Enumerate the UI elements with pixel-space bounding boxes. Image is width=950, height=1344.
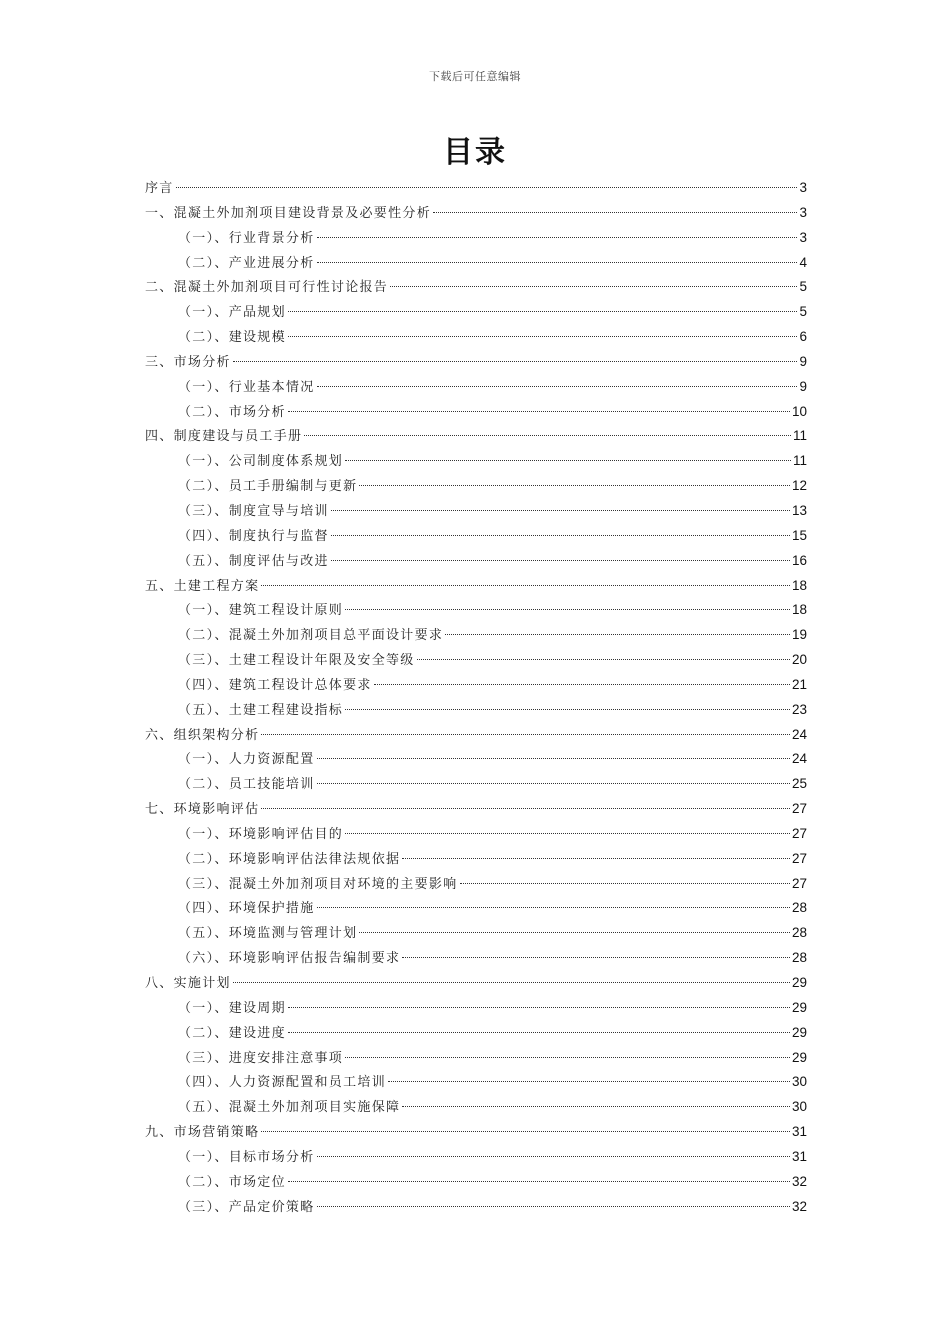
dot-leader [359,485,790,486]
toc-subsection-entry[interactable] [145,300,807,325]
toc-entry-label: 二、混凝土外加剂项目可行性讨论报告 [145,280,389,296]
toc-entry-label: （二）、员工技能培训 [178,777,315,793]
toc-entry-page-number: 3 [799,204,807,220]
toc-section-entry[interactable] [145,176,807,201]
dot-leader [176,187,798,188]
toc-subsection-entry[interactable] [145,996,807,1021]
toc-subsection-entry[interactable] [145,1021,807,1046]
dot-leader [233,361,798,362]
toc-subsection-entry[interactable] [145,673,807,698]
toc-entry-label: （一）、行业背景分析 [178,230,315,246]
toc-entry-label: （四）、人力资源配置和员工培训 [178,1075,387,1091]
toc-entry-page-number: 24 [791,751,807,767]
dot-leader [331,510,790,511]
toc-entry-page-number: 9 [799,378,807,394]
toc-entry-page-number: 30 [791,1074,807,1090]
toc-entry-label: （二）、员工手册编制与更新 [178,479,358,495]
toc-entry-page-number: 16 [791,552,807,568]
toc-entry-label: 五、土建工程方案 [145,578,260,594]
toc-entry-page-number: 12 [791,478,807,494]
toc-subsection-entry[interactable] [145,400,807,425]
toc-entry-page-number: 21 [791,676,807,692]
toc-entry-page-number: 27 [791,825,807,841]
dot-leader [317,386,798,387]
toc-entry-page-number: 28 [791,900,807,916]
toc-subsection-entry[interactable] [145,549,807,574]
toc-entry-page-number: 11 [792,428,807,444]
toc-entry-label: （五）、混凝土外加剂项目实施保障 [178,1100,401,1116]
dot-leader [317,783,790,784]
dot-leader [374,684,790,685]
toc-entry-label: （一）、建设周期 [178,1000,286,1016]
toc-subsection-entry[interactable] [145,1046,807,1071]
dot-leader [331,535,790,536]
dot-leader [388,1081,790,1082]
toc-entry-page-number: 29 [791,1024,807,1040]
toc-subsection-entry[interactable] [145,499,807,524]
toc-subsection-entry[interactable] [145,822,807,847]
toc-subsection-entry[interactable] [145,524,807,549]
dot-leader [317,237,798,238]
toc-entry-label: 六、组织架构分析 [145,727,260,743]
toc-section-entry[interactable] [145,201,807,226]
toc-entry-label: 七、环境影响评估 [145,802,260,818]
toc-subsection-entry[interactable] [145,251,807,276]
toc-entry-page-number: 5 [799,304,807,320]
toc-entry-label: （六）、环境影响评估报告编制要求 [178,951,401,967]
toc-entry-page-number: 3 [799,180,807,195]
dot-leader [317,758,790,759]
dot-leader [261,585,790,586]
toc-entry-label: （一）、行业基本情况 [178,379,315,395]
toc-entry-page-number: 3 [799,229,807,245]
dot-leader [317,1156,790,1157]
toc-entry-page-number: 32 [791,1198,807,1214]
toc-entry-label: （二）、混凝土外加剂项目总平面设计要求 [178,628,444,644]
toc-entry-page-number: 31 [791,1124,807,1140]
dot-leader [445,634,790,635]
toc-subsection-entry[interactable] [145,648,807,673]
header-note: 下载后可任意编辑 [429,70,521,83]
dot-leader [288,411,790,412]
dot-leader [331,560,790,561]
dot-leader [345,833,790,834]
toc-entry-label: （一）、产品规划 [178,305,286,321]
toc-section-entry[interactable] [145,275,807,300]
toc-section-entry[interactable] [145,424,807,449]
dot-leader [288,1007,790,1008]
toc-entry-page-number: 10 [791,403,807,419]
toc-entry-page-number: 6 [799,329,807,345]
toc-entry-label: （三）、产品定价策略 [178,1199,315,1215]
toc-entry-page-number: 4 [799,254,807,270]
toc-entry-label: （二）、市场分析 [178,404,286,420]
toc-entry-label: （一）、建筑工程设计原则 [178,603,344,619]
dot-leader [460,883,790,884]
toc-entry-label: 九、市场营销策略 [145,1125,260,1141]
toc-subsection-entry[interactable] [145,1170,807,1195]
toc-entry-page-number: 18 [791,602,807,618]
toc-subsection-entry[interactable] [145,946,807,971]
toc-entry-page-number: 20 [791,652,807,668]
toc-subsection-entry[interactable] [145,623,807,648]
toc-subsection-entry[interactable] [145,921,807,946]
dot-leader [402,957,790,958]
toc-entry-page-number: 29 [791,1049,807,1065]
toc-entry-label: （四）、环境保护措施 [178,901,315,917]
toc-section-entry[interactable] [145,350,807,375]
toc-entry-label: （一）、目标市场分析 [178,1149,315,1165]
toc-entry-page-number: 31 [791,1148,807,1164]
toc-entry-page-number: 5 [799,279,807,295]
toc-entry-label: （三）、制度宣导与培训 [178,503,329,519]
toc-entry-label: （五）、环境监测与管理计划 [178,926,358,942]
toc-entry-label: （四）、制度执行与监督 [178,528,329,544]
toc-entry-page-number: 9 [799,353,807,369]
toc-subsection-entry[interactable] [145,598,807,623]
toc-subsection-entry[interactable] [145,896,807,921]
toc-subsection-entry[interactable] [145,325,807,350]
toc-subsection-entry[interactable] [145,872,807,897]
toc-entry-label: （一）、环境影响评估目的 [178,826,344,842]
toc-section-entry[interactable] [145,797,807,822]
toc-entry-page-number: 29 [791,975,807,990]
dot-leader [317,1206,790,1207]
toc-subsection-entry[interactable] [145,474,807,499]
toc-entry-label: （二）、环境影响评估法律法规依据 [178,851,401,867]
toc-subsection-entry[interactable] [145,698,807,723]
toc-entry-label: （一）、公司制度体系规划 [178,454,344,470]
toc-entry-page-number: 11 [792,453,807,469]
dot-leader [402,858,790,859]
toc-entry-page-number: 30 [791,1099,807,1115]
toc-entry-page-number: 28 [791,950,807,966]
toc-subsection-entry[interactable] [145,1070,807,1095]
dot-leader [390,286,797,287]
toc-subsection-entry[interactable] [145,226,807,251]
dot-leader [288,311,798,312]
dot-leader [288,1181,790,1182]
dot-leader [261,734,790,735]
toc-entry-label: （三）、混凝土外加剂项目对环境的主要影响 [178,876,458,892]
toc-entry-page-number: 27 [791,850,807,866]
toc-entry-page-number: 18 [791,577,807,593]
dot-leader [317,907,790,908]
dot-leader [304,435,791,436]
toc-entry-label: （二）、建设进度 [178,1025,286,1041]
toc-subsection-entry[interactable] [145,747,807,772]
dot-leader [288,1032,790,1033]
dot-leader [261,1131,790,1132]
toc-entry-page-number: 27 [791,875,807,891]
toc-entry-label: 序言 [145,181,174,196]
dot-leader [233,982,790,983]
toc-entry-label: （二）、产业进展分析 [178,255,315,271]
toc-entry-page-number: 23 [791,701,807,717]
dot-leader [359,932,790,933]
dot-leader [417,659,790,660]
toc-title: 目录 [443,135,507,170]
toc-entry-page-number: 27 [791,801,807,817]
toc-section-entry[interactable] [145,1120,807,1145]
toc-entry-page-number: 29 [791,999,807,1015]
toc-entry-label: （二）、建设规模 [178,330,286,346]
toc-entry-label: （二）、市场定位 [178,1174,286,1190]
toc-entry-page-number: 19 [791,627,807,643]
table-of-contents [145,176,807,1219]
toc-entry-label: 四、制度建设与员工手册 [145,429,303,445]
toc-entry-page-number: 32 [791,1173,807,1189]
toc-entry-label: （四）、建筑工程设计总体要求 [178,677,372,693]
toc-entry-label: 三、市场分析 [145,354,231,370]
toc-entry-page-number: 13 [791,502,807,518]
toc-subsection-entry[interactable] [145,1195,807,1220]
toc-entry-page-number: 25 [791,776,807,792]
toc-section-entry[interactable] [145,723,807,748]
toc-subsection-entry[interactable] [145,772,807,797]
dot-leader [288,336,798,337]
dot-leader [345,1057,790,1058]
toc-entry-label: （三）、土建工程设计年限及安全等级 [178,653,415,669]
dot-leader [433,212,797,213]
dot-leader [345,460,791,461]
dot-leader [345,609,790,610]
toc-section-entry[interactable] [145,971,807,996]
toc-subsection-entry[interactable] [145,449,807,474]
toc-entry-page-number: 24 [791,726,807,742]
toc-entry-label: （一）、人力资源配置 [178,752,315,768]
dot-leader [402,1106,790,1107]
toc-section-entry[interactable] [145,574,807,599]
toc-entry-label: （五）、土建工程建设指标 [178,702,344,718]
toc-entry-page-number: 15 [791,527,807,543]
toc-subsection-entry[interactable] [145,847,807,872]
toc-entry-label: 一、混凝土外加剂项目建设背景及必要性分析 [145,205,432,221]
toc-entry-label: （五）、制度评估与改进 [178,553,329,569]
dot-leader [345,709,790,710]
toc-entry-label: 八、实施计划 [145,976,231,991]
toc-entry-label: （三）、进度安排注意事项 [178,1050,344,1066]
dot-leader [317,262,798,263]
toc-subsection-entry[interactable] [145,1095,807,1120]
toc-entry-page-number: 28 [791,925,807,941]
toc-subsection-entry[interactable] [145,1145,807,1170]
toc-subsection-entry[interactable] [145,375,807,400]
dot-leader [261,808,790,809]
